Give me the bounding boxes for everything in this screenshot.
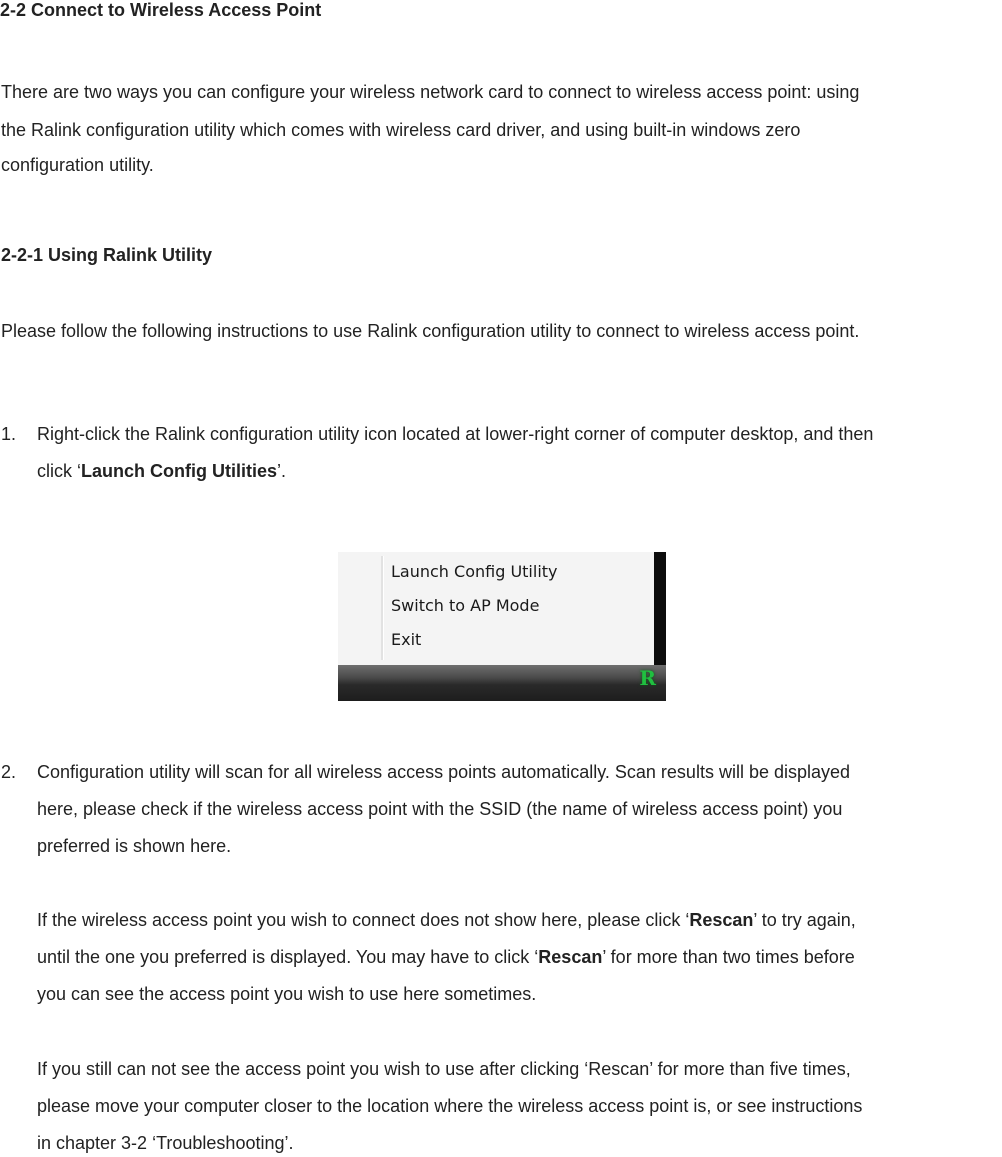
step2-p3-line1: If you still can not see the access point you wish to use after clicking ‘Rescan’ for more than five times,	[37, 1059, 851, 1079]
section-title: 2-2 Connect to Wireless Access Point	[0, 0, 322, 20]
step2-p3-line3: in chapter 3-2 ‘Troubleshooting’.	[37, 1133, 294, 1153]
step2-p2-line2	[37, 947, 855, 968]
step2-p1-line1: Configuration utility will scan for all wireless access points automatically. Scan results will be displayed	[37, 762, 851, 782]
ralink-tray-icon[interactable]: R	[639, 666, 656, 690]
menu-item-launch-config-utility[interactable]: Launch Config Utility	[391, 562, 558, 581]
intro-line-1: There are two ways you can configure your wireless network card to connect to wireless access point: using	[1, 82, 860, 102]
intro-line-2: the Ralink configuration utility which comes with wireless card driver, and using built-in windows zero	[1, 120, 801, 140]
step1-line2-suffix: ’.	[277, 461, 286, 481]
step2-p2-line2-prefix: until the one you preferred is displayed. You may have to click ‘	[37, 947, 539, 967]
menu-gutter-divider	[381, 556, 384, 660]
subsection-intro: Please follow the following instructions to use Ralink configuration utility to connect to wireless access point.	[1, 321, 860, 341]
intro-line-3: configuration utility.	[1, 155, 154, 175]
step2-p2-line1-suffix: ’ to try again,	[753, 910, 856, 930]
step1-line2-prefix: click ‘	[37, 461, 81, 481]
step1-line2	[37, 461, 286, 482]
menu-item-switch-to-ap-mode[interactable]: Switch to AP Mode	[391, 596, 540, 615]
step2-p2-line1	[37, 910, 856, 931]
step2-p2-line2-suffix: ’ for more than two times before	[602, 947, 855, 967]
step2-p1-line2: here, please check if the wireless access point with the SSID (the name of wireless access point) you	[37, 799, 843, 819]
step2-p2-line1-prefix: If the wireless access point you wish to connect does not show here, please click ‘	[37, 910, 690, 930]
desktop-background	[654, 552, 666, 665]
step2-p1-line3: preferred is shown here.	[37, 836, 232, 856]
step1-line1: Right-click the Ralink configuration utility icon located at lower-right corner of computer desktop, and then	[37, 424, 874, 444]
launch-config-utilities-label: Launch Config Utilities	[81, 461, 277, 481]
context-menu	[338, 552, 655, 665]
step1-number: 1.	[1, 424, 17, 444]
step2-p2-line3: you can see the access point you wish to use here sometimes.	[37, 984, 537, 1004]
subsection-title: 2-2-1 Using Ralink Utility	[1, 245, 213, 265]
step2-p3-line2: please move your computer closer to the location where the wireless access point is, or see instructions	[37, 1096, 863, 1116]
rescan-label-2: Rescan	[538, 947, 603, 967]
context-menu-screenshot	[338, 552, 666, 701]
step2-number: 2.	[1, 762, 17, 782]
menu-item-exit[interactable]: Exit	[391, 630, 422, 649]
rescan-label-1: Rescan	[689, 910, 754, 930]
taskbar	[338, 665, 666, 701]
